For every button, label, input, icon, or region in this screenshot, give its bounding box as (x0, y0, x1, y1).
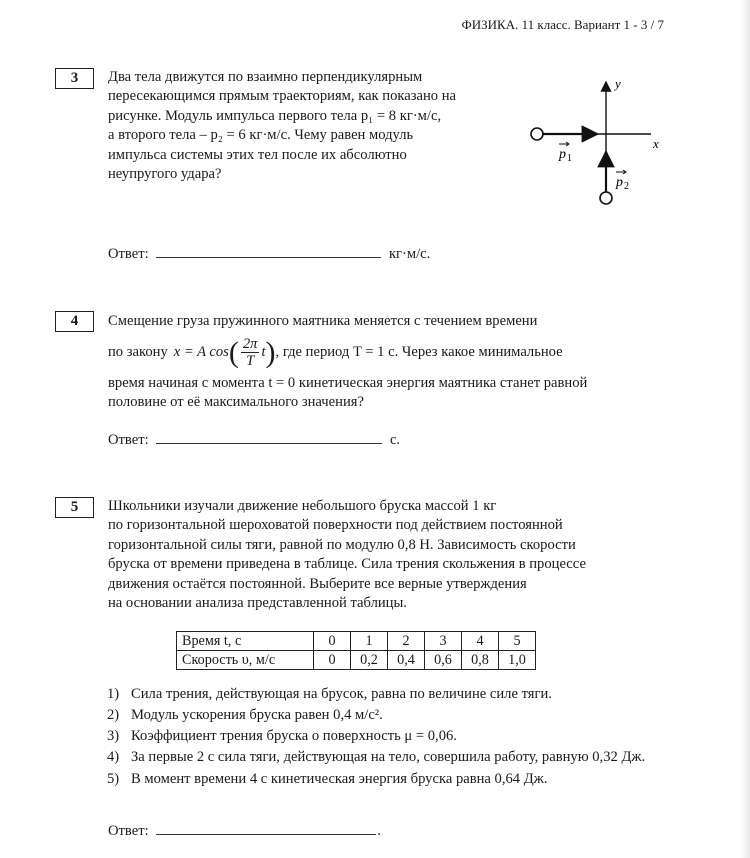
task-5-line: движения остаётся постоянной. Выберите все верные утверждения (108, 575, 527, 592)
task-3-line: а второго тела – p₂ = 6 кг·м/с. Чему равен модуль (108, 127, 414, 144)
momentum-diagram (525, 74, 675, 214)
table-cell: 0 (314, 651, 351, 670)
option-text: Модуль ускорения бруска равен 0,4 м/с². (131, 707, 383, 723)
task-4-number: 4 (55, 311, 94, 332)
task-3-answer (108, 246, 430, 263)
task-3-line: пересекающимся прямым траекториям, как показано на (108, 88, 457, 105)
option-number: 1) (107, 686, 120, 702)
body-1 (531, 128, 543, 140)
speed-time-table (176, 631, 536, 670)
task-4-line-3: время начиная с момента t = 0 кинетическая энергия маятника станет равной (108, 375, 588, 391)
p2-label (615, 170, 629, 192)
task-5-line: бруска от времени приведена в таблице. Сила трения скольжения в процессе (108, 556, 586, 573)
task-4-answer-field[interactable] (156, 443, 382, 444)
table-cell: 0,2 (351, 651, 388, 670)
table-cell: 5 (499, 632, 536, 651)
task-5-line: горизонтальной силы тяги, равной по модулю 0,8 Н. Зависимость скорости (108, 536, 576, 553)
table-cell: 1 (351, 632, 388, 651)
task-4-formula-line (108, 336, 563, 369)
p1-label (558, 142, 572, 164)
answer-unit: . (377, 823, 381, 839)
table-cell: 0,8 (462, 651, 499, 670)
table-header-speed: Скорость υ, м/с (177, 651, 314, 670)
task-5-answer (108, 823, 381, 840)
svg-text:p: p (616, 175, 623, 190)
formula-suffix: , где период T = 1 с. Через какое минимальное (275, 344, 563, 360)
task-5-line: Школьники изучали движение небольшого бруска массой 1 кг (108, 498, 497, 514)
task-3-line: импульса системы этих тел после их абсолютно (108, 146, 407, 163)
answer-unit: с. (389, 432, 401, 448)
table-row-time (177, 632, 536, 651)
formula-paren-open: ( (228, 335, 239, 369)
task-4-line-4: половине от её максимального значения? (108, 394, 364, 410)
task-5-answer-field[interactable] (156, 834, 376, 835)
formula-paren-close: ) (265, 335, 276, 369)
formula-prefix: по закону (108, 344, 168, 360)
option-2[interactable] (107, 706, 665, 725)
option-text: В момент времени 4 с кинетическая энергия бруска равна 0,64 Дж. (131, 771, 548, 787)
option-1[interactable] (107, 685, 665, 704)
table-row-speed (177, 651, 536, 670)
option-number: 4) (107, 749, 120, 765)
svg-text:2: 2 (624, 181, 629, 192)
answer-label: Ответ: (108, 246, 149, 262)
option-text: За первые 2 с сила тяги, действующая на тело, совершила работу, равную 0,32 Дж. (131, 749, 646, 765)
option-number: 5) (107, 771, 120, 787)
option-4[interactable] (107, 748, 665, 767)
table-cell: 0,4 (388, 651, 425, 670)
option-3[interactable] (107, 727, 665, 746)
svg-text:p: p (559, 147, 566, 162)
task-3-line: рисунке. Модуль импульса первого тела p₁ = 8 кг·м/с, (108, 107, 442, 124)
table-header-time: Время t, с (177, 632, 314, 651)
y-axis-label: y (615, 76, 621, 91)
task-3-answer-field[interactable] (156, 257, 381, 258)
option-number: 3) (107, 728, 120, 744)
body-2 (600, 192, 612, 204)
fraction-numerator: 2π (242, 336, 258, 352)
task-4-answer (108, 432, 400, 449)
svg-text:1: 1 (567, 153, 572, 164)
task-3-text (108, 68, 515, 184)
x-axis-label: x (653, 136, 659, 151)
answer-label: Ответ: (108, 432, 149, 448)
answer-options (107, 685, 665, 791)
task-5-number: 5 (55, 497, 94, 518)
option-5[interactable] (107, 770, 665, 789)
task-3-line: Два тела движутся по взаимно перпендикулярным (108, 69, 423, 85)
answer-unit: кг·м/с. (388, 246, 431, 262)
formula-fraction (241, 336, 260, 369)
answer-label: Ответ: (108, 823, 149, 839)
task-5-line: на основании анализа представленной таблицы. (108, 595, 407, 612)
table-cell: 4 (462, 632, 499, 651)
table-cell: 1,0 (499, 651, 536, 670)
task-3-line: неупругого удара? (108, 166, 222, 183)
page-header: ФИЗИКА. 11 класс. Вариант 1 - 3 / 7 (461, 17, 664, 32)
option-text: Сила трения, действующая на брусок, равна по величине силе тяги. (131, 686, 552, 702)
task-5-line: по горизонтальной шероховатой поверхности под действием постоянной (108, 517, 563, 534)
formula-variable: t (261, 344, 266, 360)
option-text: Коэффициент трения бруска о поверхность μ = 0,06. (131, 728, 457, 744)
table-cell: 2 (388, 632, 425, 651)
table-cell: 3 (425, 632, 462, 651)
task-3-number: 3 (55, 68, 94, 89)
task-5-text (108, 497, 664, 613)
fraction-denominator: T (246, 353, 255, 369)
task-4-line-1: Смещение груза пружинного маятника меняется с течением времени (108, 313, 538, 329)
option-number: 2) (107, 707, 120, 723)
formula-lhs: x = A cos (173, 344, 229, 360)
page-edge-shadow (740, 0, 750, 858)
table-cell: 0 (314, 632, 351, 651)
table-cell: 0,6 (425, 651, 462, 670)
